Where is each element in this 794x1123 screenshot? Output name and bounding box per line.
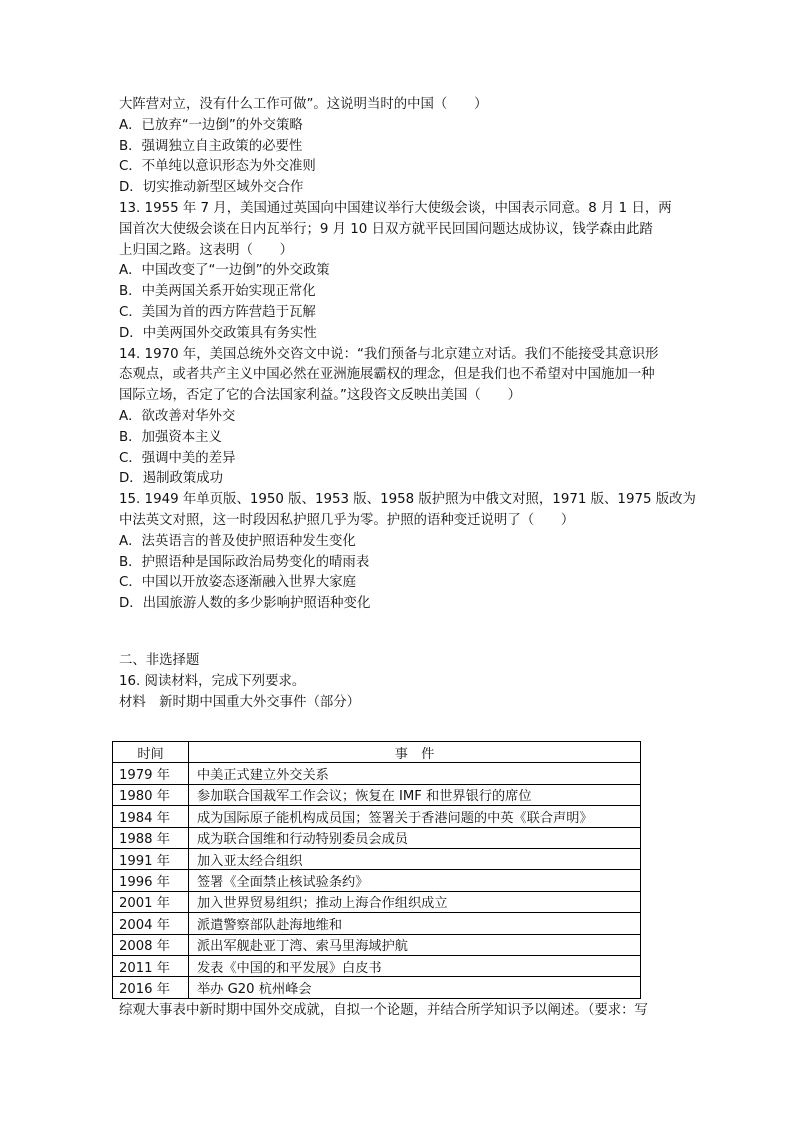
table-row xyxy=(113,934,641,955)
year-cell: 1991 年 xyxy=(113,848,189,869)
option-a: A．法英语言的普及使护照语种发生变化 xyxy=(119,533,356,549)
option-a: A．中国改变了“一边倒”的外交政策 xyxy=(119,263,330,279)
option-c: C．中国以开放姿态逐渐融入世界大家庭 xyxy=(119,575,356,591)
header-event: 事 件 xyxy=(189,742,641,763)
year-cell: 1996 年 xyxy=(113,870,189,891)
events-table xyxy=(112,741,641,999)
event-cell: 成为联合国维和行动特别委员会成员 xyxy=(189,827,641,848)
table-row xyxy=(113,827,641,848)
year-cell: 2008 年 xyxy=(113,934,189,955)
option-c: C．强调中美的差异 xyxy=(119,450,236,466)
question-14-stem: 14. 1970 年，美国总统外交咨文中说：“我们预备与北京建立对话。我们不能接受其意识形 xyxy=(119,346,659,362)
event-cell: 签署《全面禁止核试验条约》 xyxy=(189,870,641,891)
event-cell: 派出军舰赴亚丁湾、索马里海域护航 xyxy=(189,934,641,955)
year-cell: 2011 年 xyxy=(113,955,189,976)
option-c: C．美国为首的西方阵营趋于瓦解 xyxy=(119,304,316,320)
table-row xyxy=(113,870,641,891)
option-c: C．不单纯以意识形态为外交准则 xyxy=(119,159,316,175)
question-16-instruction: 综观大事表中新时期中国外交成就，自拟一个论题，并结合所学知识予以阐述。（要求：写 xyxy=(119,1003,648,1018)
material-caption: 材料 新时期中国重大外交事件（部分） xyxy=(119,694,361,710)
option-a: A．已放弃“一边倒”的外交策略 xyxy=(119,117,303,133)
table-row xyxy=(113,784,641,805)
question-15-stem: 15. 1949 年单页版、1950 版、1953 版、1958 版护照为中俄文对照，1971 版、1975 版改为 xyxy=(119,492,696,508)
section-title: 二、非选择题 xyxy=(119,652,200,668)
table-row xyxy=(113,977,641,998)
option-d: D．切实推动新型区域外交合作 xyxy=(119,180,304,196)
question-13-stem: 13. 1955 年 7 月，美国通过英国向中国建议举行大使级会谈，中国表示同意。8 月 1 日，两 xyxy=(119,200,672,216)
table-row xyxy=(113,913,641,934)
question-text-block xyxy=(119,95,696,713)
table-row xyxy=(113,763,641,784)
question-16-prompt: 16. 阅读材料，完成下列要求。 xyxy=(119,673,306,689)
question-14-stem: 态观点，或者共产主义中国必然在亚洲施展霸权的理念，但是我们也不希望对中国施加一种 xyxy=(119,367,655,383)
question-13-stem: 上归国之路。这表明（ ） xyxy=(119,242,294,258)
event-cell: 加入世界贸易组织；推动上海合作组织成立 xyxy=(189,891,641,912)
event-cell: 参加联合国裁军工作会议；恢复在 IMF 和世界银行的席位 xyxy=(189,784,641,805)
question-15-stem: 中法英文对照，这一时段因私护照几乎为零。护照的语种变迁说明了（ ） xyxy=(119,512,575,528)
year-cell: 2001 年 xyxy=(113,891,189,912)
event-cell: 派遣警察部队赴海地维和 xyxy=(189,913,641,934)
event-cell: 中美正式建立外交关系 xyxy=(189,763,641,784)
year-cell: 1984 年 xyxy=(113,806,189,827)
option-b: B．加强资本主义 xyxy=(119,429,222,445)
event-cell: 举办 G20 杭州峰会 xyxy=(189,977,641,998)
event-cell: 发表《中国的和平发展》白皮书 xyxy=(189,955,641,976)
option-d: D．中美两国外交政策具有务实性 xyxy=(119,325,317,341)
year-cell: 1980 年 xyxy=(113,784,189,805)
year-cell: 1988 年 xyxy=(113,827,189,848)
option-d: D．出国旅游人数的多少影响护照语种变化 xyxy=(119,596,371,612)
question-13-stem: 国首次大使级会谈在日内瓦举行；9 月 10 日双方就平民回国问题达成协议，钱学森由此踏 xyxy=(119,221,653,237)
table-row xyxy=(113,955,641,976)
option-d: D．遏制政策成功 xyxy=(119,471,224,487)
year-cell: 1979 年 xyxy=(113,763,189,784)
event-cell: 成为国际原子能机构成员国；签署关于香港问题的中英《联合声明》 xyxy=(189,806,641,827)
table-header-row xyxy=(113,742,641,763)
table-row xyxy=(113,848,641,869)
text-line: 大阵营对立，没有什么工作可做”。这说明当时的中国（ ） xyxy=(119,97,488,112)
option-b: B．强调独立自主政策的必要性 xyxy=(119,138,303,154)
table-row xyxy=(113,806,641,827)
year-cell: 2016 年 xyxy=(113,977,189,998)
option-b: B．护照语种是国际政治局势变化的晴雨表 xyxy=(119,554,370,570)
option-b: B．中美两国关系开始实现正常化 xyxy=(119,284,316,300)
option-a: A．欲改善对华外交 xyxy=(119,408,236,424)
header-time: 时间 xyxy=(113,742,189,763)
event-cell: 加入亚太经合组织 xyxy=(189,848,641,869)
table-row xyxy=(113,891,641,912)
question-14-stem: 国际立场，否定了它的合法国家利益。”这段咨文反映出美国（ ） xyxy=(119,388,521,404)
year-cell: 2004 年 xyxy=(113,913,189,934)
